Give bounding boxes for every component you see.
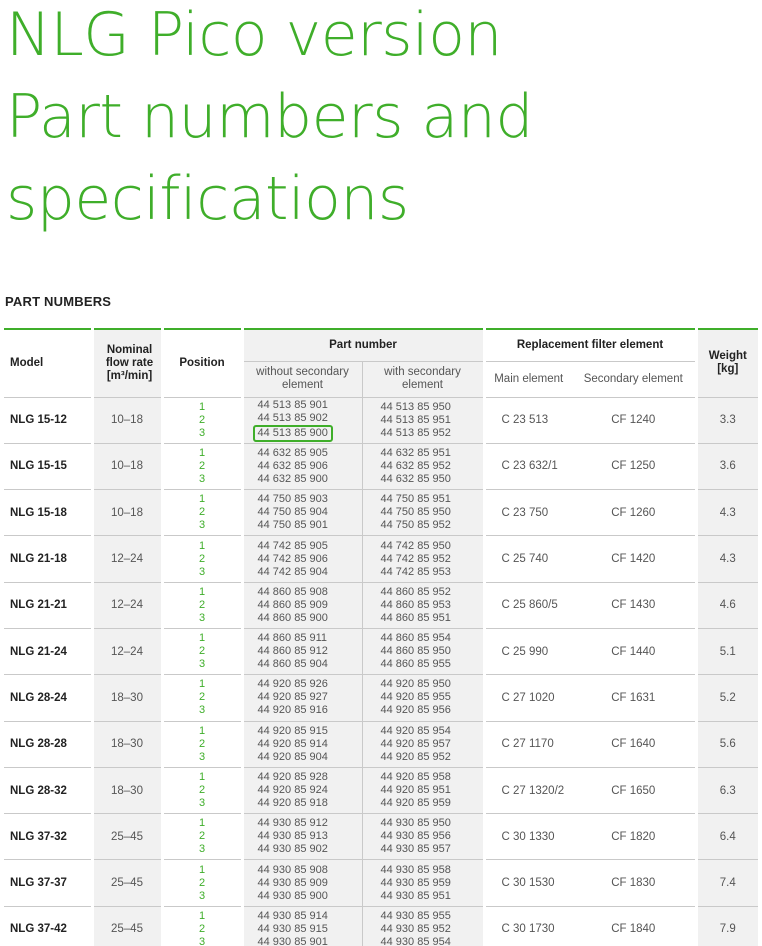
part-number-with-cell [362, 582, 484, 628]
flow-rate-cell: 10–18 [92, 490, 162, 536]
part-number-without-cell [242, 443, 362, 489]
position-cell [162, 490, 242, 536]
part-number-without-cell [242, 814, 362, 860]
table-row [4, 582, 758, 628]
model-cell: NLG 21-18 [4, 536, 92, 582]
part-number-value: 44 930 85 956 [380, 830, 451, 843]
position-cell [162, 443, 242, 489]
part-number-with-cell [362, 721, 484, 767]
position-value: 3 [198, 472, 206, 485]
table-row [4, 443, 758, 489]
part-number-value: 44 920 85 927 [257, 691, 328, 704]
part-number-value: 44 750 85 950 [380, 506, 451, 519]
weight-cell: 3.6 [696, 443, 758, 489]
header-position: Position [162, 329, 242, 397]
title-line-1: NLG Pico version [6, 0, 502, 70]
part-number-without-cell [242, 767, 362, 813]
position-value: 2 [198, 459, 206, 472]
position-value: 1 [198, 446, 206, 459]
header-replacement: Replacement filter element [484, 329, 696, 361]
main-element-cell: C 23 632/1 [484, 443, 572, 489]
position-value: 1 [198, 400, 206, 413]
part-number-value: 44 750 85 903 [257, 493, 328, 506]
table-row [4, 490, 758, 536]
position-value: 1 [198, 585, 206, 598]
part-number-value: 44 920 85 959 [380, 797, 451, 810]
header-model: Model [4, 329, 92, 397]
part-number-value: 44 920 85 954 [380, 724, 451, 737]
table-row [4, 628, 758, 674]
title-line-2: Part numbers and [6, 82, 533, 152]
part-number-value: 44 930 85 912 [257, 817, 328, 830]
secondary-element-cell: CF 1250 [572, 443, 696, 489]
position-value: 2 [198, 552, 206, 565]
part-number-value: 44 920 85 957 [380, 737, 451, 750]
position-value: 3 [198, 750, 206, 763]
position-value: 3 [198, 611, 206, 624]
header-flow-rate [92, 329, 162, 397]
position-cell [162, 397, 242, 443]
position-value: 2 [198, 506, 206, 519]
secondary-element-cell: CF 1240 [572, 397, 696, 443]
part-number-value: 44 632 85 951 [380, 446, 451, 459]
position-value: 3 [198, 797, 206, 810]
position-value: 1 [198, 539, 206, 552]
highlighted-part-number [258, 425, 362, 442]
position-value: 2 [198, 737, 206, 750]
flow-rate-cell: 18–30 [92, 675, 162, 721]
part-number-value: 44 742 85 904 [257, 565, 328, 578]
main-element-cell: C 25 740 [484, 536, 572, 582]
model-cell: NLG 15-15 [4, 443, 92, 489]
part-number-value: 44 632 85 950 [380, 472, 451, 485]
position-value: 1 [198, 909, 206, 922]
part-number-without-cell [242, 860, 362, 906]
secondary-element-cell: CF 1840 [572, 906, 696, 946]
secondary-element-cell: CF 1650 [572, 767, 696, 813]
part-number-value: 44 860 85 911 [257, 632, 328, 645]
main-element-cell: C 27 1320/2 [484, 767, 572, 813]
part-number-with-cell [362, 814, 484, 860]
secondary-element-cell: CF 1260 [572, 490, 696, 536]
model-cell: NLG 28-32 [4, 767, 92, 813]
part-number-value: 44 920 85 928 [257, 771, 328, 784]
part-number-without-cell [242, 906, 362, 946]
main-element-cell: C 30 1730 [484, 906, 572, 946]
part-number-value: 44 632 85 906 [257, 459, 328, 472]
part-number-value: 44 742 85 905 [257, 539, 328, 552]
weight-cell: 6.4 [696, 814, 758, 860]
header-weight [696, 329, 758, 397]
part-number-with-cell [362, 860, 484, 906]
flow-rate-cell: 10–18 [92, 397, 162, 443]
position-value: 3 [198, 658, 206, 671]
secondary-element-cell: CF 1440 [572, 628, 696, 674]
position-value: 3 [198, 426, 206, 439]
weight-cell: 5.6 [696, 721, 758, 767]
part-number-with-cell [362, 675, 484, 721]
part-number-value: 44 513 85 901 [257, 398, 328, 411]
position-value: 3 [198, 704, 206, 717]
main-element-cell: C 27 1170 [484, 721, 572, 767]
part-number-value: 44 513 85 951 [380, 413, 451, 426]
flow-rate-cell: 12–24 [92, 582, 162, 628]
model-cell: NLG 37-37 [4, 860, 92, 906]
weight-cell: 5.1 [696, 628, 758, 674]
part-number-value: 44 750 85 901 [257, 519, 328, 532]
position-value: 3 [198, 935, 206, 946]
part-number-value: 44 920 85 914 [257, 737, 328, 750]
part-number-value: 44 860 85 955 [380, 658, 451, 671]
highlight-box: 44 513 85 900 [253, 425, 333, 442]
part-number-with-cell [362, 443, 484, 489]
part-number-value: 44 920 85 951 [380, 784, 451, 797]
main-element-cell: C 25 990 [484, 628, 572, 674]
table-row [4, 675, 758, 721]
header-without-secondary: without secondary element [242, 361, 362, 397]
position-cell [162, 814, 242, 860]
position-cell [162, 721, 242, 767]
part-number-value: 44 742 85 953 [380, 565, 451, 578]
part-number-value: 44 632 85 905 [257, 446, 328, 459]
header-with-secondary: with secondary element [362, 361, 484, 397]
model-cell: NLG 37-32 [4, 814, 92, 860]
model-cell: NLG 28-28 [4, 721, 92, 767]
position-cell [162, 767, 242, 813]
weight-cell: 4.3 [696, 536, 758, 582]
part-number-value: 44 920 85 926 [257, 678, 328, 691]
part-number-value: 44 513 85 950 [380, 400, 451, 413]
part-number-value: 44 632 85 952 [380, 459, 451, 472]
part-number-with-cell [362, 490, 484, 536]
secondary-element-cell: CF 1420 [572, 536, 696, 582]
part-number-value: 44 860 85 954 [380, 632, 451, 645]
weight-cell: 7.9 [696, 906, 758, 946]
table-row [4, 767, 758, 813]
part-number-value: 44 860 85 951 [380, 611, 451, 624]
part-number-value: 44 920 85 952 [380, 750, 451, 763]
part-number-value: 44 930 85 900 [257, 889, 328, 902]
position-value: 1 [198, 817, 206, 830]
part-number-value: 44 742 85 952 [380, 552, 451, 565]
part-number-value: 44 920 85 958 [380, 771, 451, 784]
table-row [4, 397, 758, 443]
part-number-with-cell [362, 397, 484, 443]
main-element-cell: C 27 1020 [484, 675, 572, 721]
model-cell: NLG 37-42 [4, 906, 92, 946]
part-number-value: 44 930 85 901 [257, 935, 328, 946]
part-number-with-cell [362, 767, 484, 813]
header-secondary-element: Secondary element [572, 361, 696, 397]
flow-rate-cell: 25–45 [92, 814, 162, 860]
table-row [4, 814, 758, 860]
part-number-value: 44 742 85 950 [380, 539, 451, 552]
part-number-value: 44 930 85 909 [257, 876, 328, 889]
position-cell [162, 675, 242, 721]
position-value: 2 [198, 830, 206, 843]
title-line-3: specifications [6, 164, 409, 234]
position-value: 3 [198, 565, 206, 578]
table-body [4, 397, 758, 946]
model-cell: NLG 28-24 [4, 675, 92, 721]
position-value: 2 [198, 413, 206, 426]
main-element-cell: C 30 1330 [484, 814, 572, 860]
position-value: 1 [198, 724, 206, 737]
section-heading: PART NUMBERS [5, 294, 112, 309]
part-number-value: 44 930 85 951 [380, 889, 451, 902]
flow-rate-cell: 10–18 [92, 443, 162, 489]
main-element-cell: C 25 860/5 [484, 582, 572, 628]
flow-rate-cell: 25–45 [92, 906, 162, 946]
part-number-value: 44 860 85 908 [257, 585, 328, 598]
model-cell: NLG 21-21 [4, 582, 92, 628]
part-number-value: 44 860 85 904 [257, 658, 328, 671]
position-value: 2 [198, 691, 206, 704]
part-number-with-cell [362, 536, 484, 582]
part-number-value: 44 930 85 950 [380, 817, 451, 830]
part-number-value: 44 930 85 915 [257, 922, 328, 935]
part-number-without-cell [242, 721, 362, 767]
part-number-without-cell [242, 675, 362, 721]
part-number-value: 44 930 85 958 [380, 863, 451, 876]
flow-rate-cell: 18–30 [92, 721, 162, 767]
part-number-value: 44 930 85 913 [257, 830, 328, 843]
part-number-value: 44 930 85 957 [380, 843, 451, 856]
position-value: 2 [198, 876, 206, 889]
secondary-element-cell: CF 1631 [572, 675, 696, 721]
position-cell [162, 582, 242, 628]
model-cell: NLG 15-18 [4, 490, 92, 536]
position-value: 3 [198, 889, 206, 902]
part-number-value: 44 930 85 955 [380, 909, 451, 922]
position-value: 2 [198, 598, 206, 611]
part-number-without-cell [242, 628, 362, 674]
position-value: 2 [198, 922, 206, 935]
weight-cell: 5.2 [696, 675, 758, 721]
position-value: 2 [198, 784, 206, 797]
weight-cell: 3.3 [696, 397, 758, 443]
part-number-without-cell [242, 582, 362, 628]
part-number-value: 44 860 85 900 [257, 611, 328, 624]
main-element-cell: C 23 750 [484, 490, 572, 536]
position-cell [162, 536, 242, 582]
part-number-value: 44 930 85 954 [380, 935, 451, 946]
part-number-without-cell [242, 490, 362, 536]
part-number-value: 44 920 85 904 [257, 750, 328, 763]
model-cell: NLG 15-12 [4, 397, 92, 443]
part-number-value: 44 860 85 912 [257, 645, 328, 658]
position-value: 1 [198, 678, 206, 691]
flow-rate-cell: 12–24 [92, 628, 162, 674]
part-number-value: 44 920 85 950 [380, 678, 451, 691]
part-number-value: 44 930 85 952 [380, 922, 451, 935]
part-number-value: 44 742 85 906 [257, 552, 328, 565]
part-number-value: 44 920 85 955 [380, 691, 451, 704]
position-value: 1 [198, 863, 206, 876]
table-row [4, 860, 758, 906]
weight-cell: 4.6 [696, 582, 758, 628]
part-number-without-cell [242, 536, 362, 582]
part-number-value: 44 920 85 915 [257, 724, 328, 737]
header-flow-rate-label: Nominal flow rate [m³/min] [105, 343, 154, 382]
part-number-value: 44 860 85 950 [380, 645, 451, 658]
header-main-element: Main element [484, 361, 572, 397]
part-numbers-table [4, 328, 758, 946]
part-number-value: 44 920 85 924 [257, 784, 328, 797]
header-part-number: Part number [242, 329, 484, 361]
weight-cell: 6.3 [696, 767, 758, 813]
part-number-value: 44 930 85 908 [257, 863, 328, 876]
secondary-element-cell: CF 1430 [572, 582, 696, 628]
part-number-value: 44 860 85 953 [380, 598, 451, 611]
part-number-value: 44 513 85 902 [257, 411, 328, 424]
weight-cell: 7.4 [696, 860, 758, 906]
secondary-element-cell: CF 1830 [572, 860, 696, 906]
part-number-value: 44 930 85 902 [257, 843, 328, 856]
position-cell [162, 860, 242, 906]
table-row [4, 721, 758, 767]
weight-cell: 4.3 [696, 490, 758, 536]
part-number-value: 44 920 85 916 [257, 704, 328, 717]
part-number-without-cell [242, 397, 362, 443]
part-number-value: 44 632 85 900 [257, 472, 328, 485]
part-number-value: 44 860 85 952 [380, 585, 451, 598]
flow-rate-cell: 25–45 [92, 860, 162, 906]
position-value: 3 [198, 519, 206, 532]
table-row [4, 906, 758, 946]
part-number-value: 44 930 85 914 [257, 909, 328, 922]
page-title [6, 0, 533, 240]
model-cell: NLG 21-24 [4, 628, 92, 674]
main-element-cell: C 23 513 [484, 397, 572, 443]
part-number-value: 44 750 85 952 [380, 519, 451, 532]
part-number-value: 44 513 85 952 [380, 426, 451, 439]
part-number-value: 44 920 85 918 [257, 797, 328, 810]
part-number-value: 44 920 85 956 [380, 704, 451, 717]
part-number-with-cell [362, 906, 484, 946]
flow-rate-cell: 18–30 [92, 767, 162, 813]
part-number-with-cell [362, 628, 484, 674]
position-value: 1 [198, 493, 206, 506]
table-row [4, 536, 758, 582]
position-value: 3 [198, 843, 206, 856]
position-cell [162, 628, 242, 674]
part-number-value: 44 860 85 909 [257, 598, 328, 611]
secondary-element-cell: CF 1640 [572, 721, 696, 767]
secondary-element-cell: CF 1820 [572, 814, 696, 860]
header-weight-label: Weight [kg] [708, 350, 747, 376]
part-number-value: 44 750 85 904 [257, 506, 328, 519]
flow-rate-cell: 12–24 [92, 536, 162, 582]
part-number-value: 44 930 85 959 [380, 876, 451, 889]
position-cell [162, 906, 242, 946]
position-value: 1 [198, 632, 206, 645]
main-element-cell: C 30 1530 [484, 860, 572, 906]
position-value: 1 [198, 771, 206, 784]
position-value: 2 [198, 645, 206, 658]
part-number-value: 44 750 85 951 [380, 493, 451, 506]
